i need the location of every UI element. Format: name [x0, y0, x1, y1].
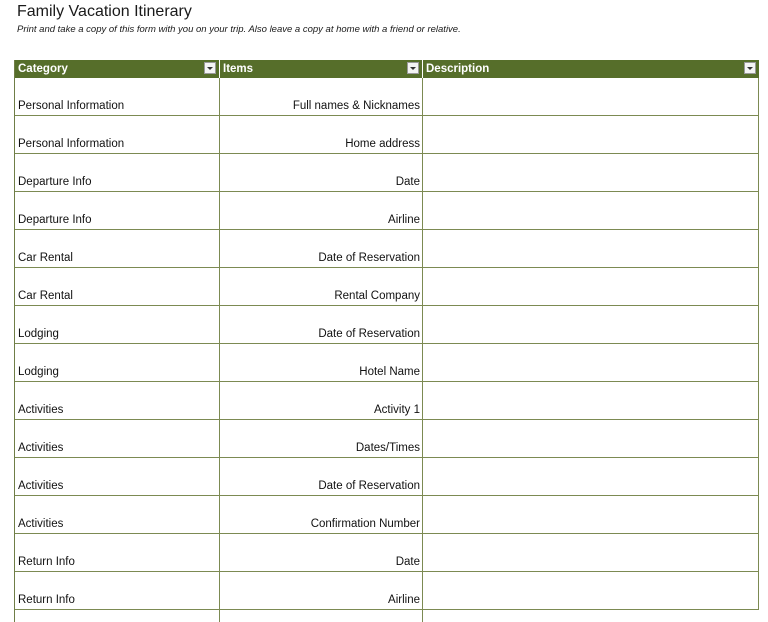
items-cell[interactable]: Home address	[220, 116, 423, 153]
table-cell[interactable]	[15, 610, 220, 622]
page-subtitle: Print and take a copy of this form with you on your trip. Also leave a copy at home with a friend or relative.	[17, 24, 461, 35]
category-cell[interactable]: Car Rental	[15, 230, 220, 267]
items-cell[interactable]: Date	[220, 154, 423, 191]
table-row	[15, 344, 759, 382]
description-cell[interactable]	[423, 534, 759, 571]
table-header	[15, 60, 759, 78]
filter-dropdown-icon[interactable]	[744, 62, 756, 74]
category-cell[interactable]: Activities	[15, 420, 220, 457]
category-cell[interactable]: Departure Info	[15, 154, 220, 191]
items-cell[interactable]: Rental Company	[220, 268, 423, 305]
items-cell[interactable]: Full names & Nicknames	[220, 78, 423, 115]
description-cell[interactable]	[423, 230, 759, 267]
category-cell[interactable]: Personal Information	[15, 116, 220, 153]
items-cell[interactable]: Hotel Name	[220, 344, 423, 381]
description-cell[interactable]	[423, 382, 759, 419]
description-cell[interactable]	[423, 154, 759, 191]
category-cell[interactable]: Car Rental	[15, 268, 220, 305]
table-row	[15, 382, 759, 420]
description-cell[interactable]	[423, 192, 759, 229]
table-row	[15, 154, 759, 192]
table-row	[15, 116, 759, 154]
table-row	[15, 458, 759, 496]
items-cell[interactable]: Activity 1	[220, 382, 423, 419]
table-row	[15, 78, 759, 116]
column-header-category	[15, 60, 220, 78]
table-row	[15, 496, 759, 534]
items-cell[interactable]: Date of Reservation	[220, 230, 423, 267]
page-title: Family Vacation Itinerary	[17, 3, 192, 20]
filter-dropdown-icon[interactable]	[204, 62, 216, 74]
column-header-description	[423, 60, 759, 78]
table-row	[15, 268, 759, 306]
table-row	[15, 534, 759, 572]
column-header-label: Category	[18, 63, 68, 75]
category-cell[interactable]: Lodging	[15, 344, 220, 381]
category-cell[interactable]: Personal Information	[15, 78, 220, 115]
category-cell[interactable]: Activities	[15, 382, 220, 419]
table-row-partial	[15, 610, 759, 622]
description-cell[interactable]	[423, 420, 759, 457]
items-cell[interactable]: Dates/Times	[220, 420, 423, 457]
table-row	[15, 572, 759, 610]
description-cell[interactable]	[423, 78, 759, 115]
filter-dropdown-icon[interactable]	[407, 62, 419, 74]
category-cell[interactable]: Activities	[15, 496, 220, 533]
table-cell[interactable]	[423, 610, 759, 622]
items-cell[interactable]: Airline	[220, 572, 423, 609]
table-row	[15, 306, 759, 344]
items-cell[interactable]: Airline	[220, 192, 423, 229]
items-cell[interactable]: Confirmation Number	[220, 496, 423, 533]
description-cell[interactable]	[423, 268, 759, 305]
items-cell[interactable]: Date of Reservation	[220, 458, 423, 495]
table-row	[15, 230, 759, 268]
table-row	[15, 420, 759, 458]
column-header-items	[220, 60, 423, 78]
description-cell[interactable]	[423, 344, 759, 381]
items-cell[interactable]: Date	[220, 534, 423, 571]
table-row	[15, 192, 759, 230]
category-cell[interactable]: Lodging	[15, 306, 220, 343]
column-header-label: Items	[223, 63, 254, 75]
category-cell[interactable]: Return Info	[15, 572, 220, 609]
description-cell[interactable]	[423, 306, 759, 343]
description-cell[interactable]	[423, 116, 759, 153]
column-header-label: Description	[426, 63, 490, 75]
description-cell[interactable]	[423, 496, 759, 533]
category-cell[interactable]: Departure Info	[15, 192, 220, 229]
table-cell[interactable]	[220, 610, 423, 622]
category-cell[interactable]: Activities	[15, 458, 220, 495]
items-cell[interactable]: Date of Reservation	[220, 306, 423, 343]
itinerary-table	[14, 60, 759, 622]
table-body	[15, 78, 759, 610]
description-cell[interactable]	[423, 458, 759, 495]
category-cell[interactable]: Return Info	[15, 534, 220, 571]
description-cell[interactable]	[423, 572, 759, 609]
